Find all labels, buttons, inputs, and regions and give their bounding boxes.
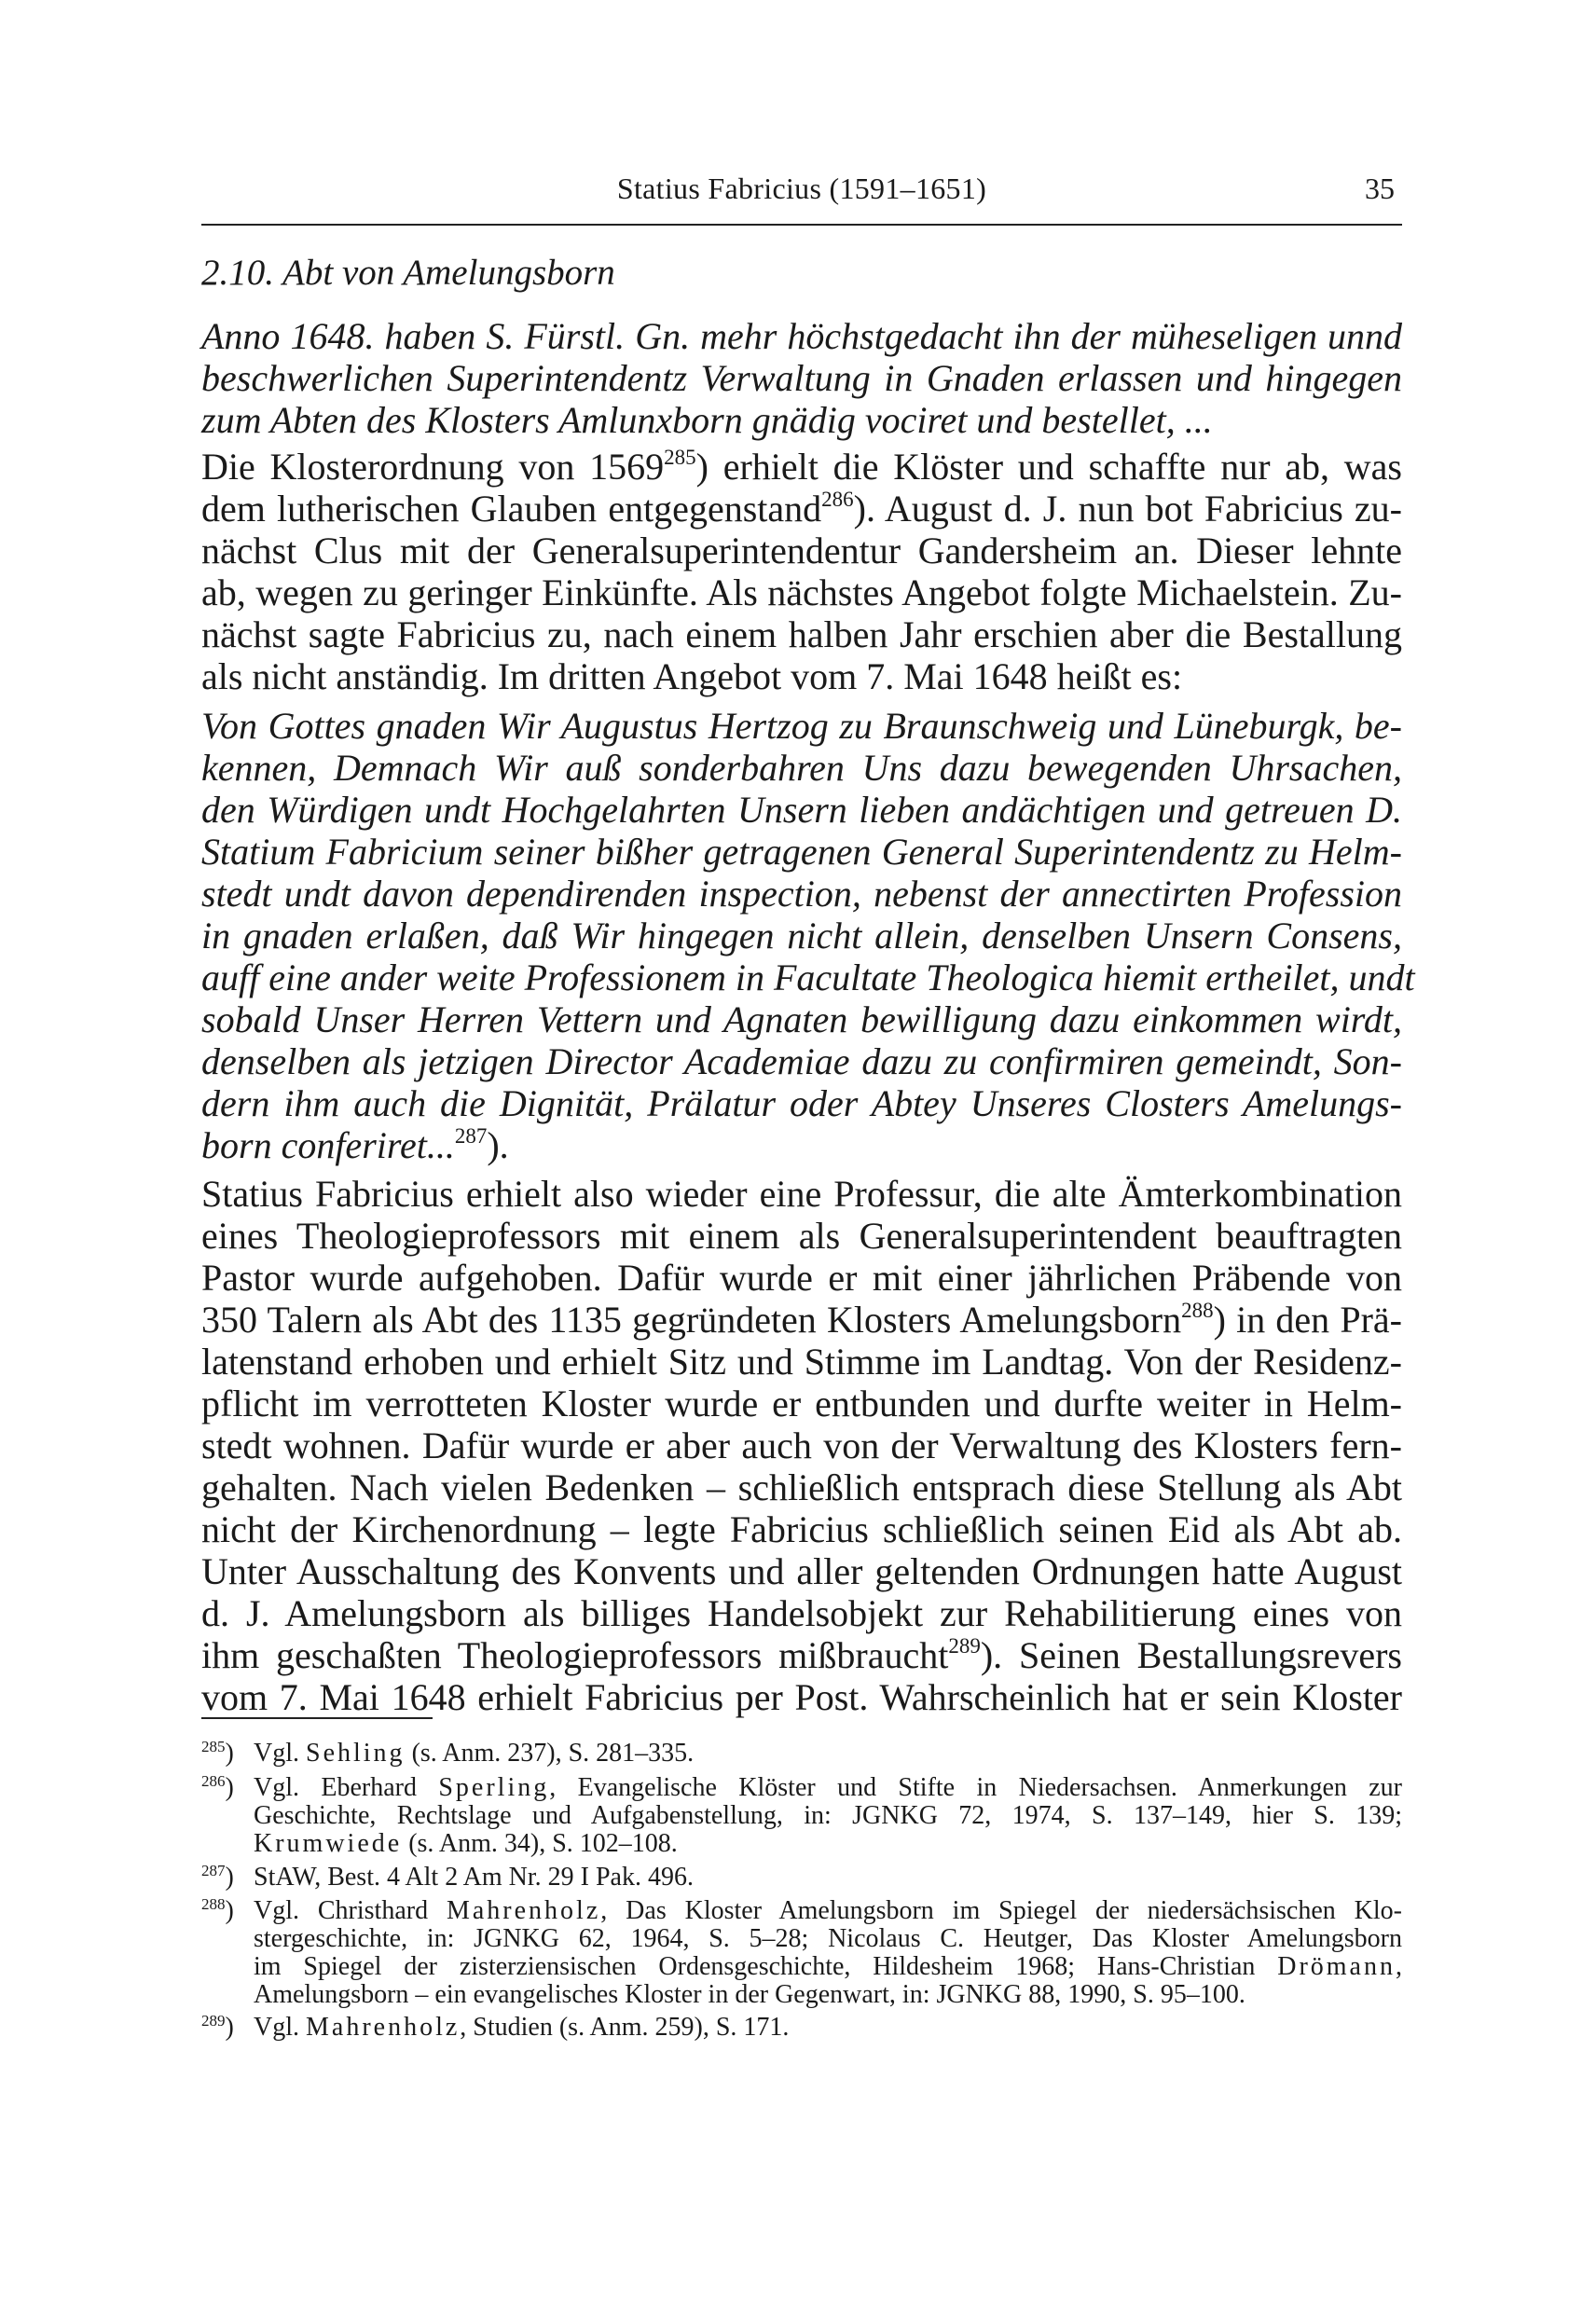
footnote-number: 285 <box>201 1738 226 1755</box>
text-line: ab, wegen zu geringer Einkünfte. Als nächstes Angebot folgte Michaelstein. Zu- <box>201 571 1402 613</box>
text-line: nächst Clus mit der Generalsuperintendentur Gandersheim an. Dieser lehnte <box>201 530 1402 571</box>
paragraph-2 <box>201 1173 1402 1718</box>
text-line: pflicht im verrotteten Kloster wurde er entbunden und durfte weiter in Helm- <box>201 1383 1402 1424</box>
footnote-number: 289 <box>201 2012 226 2030</box>
quote-line: stedt undt davon dependirenden inspection, nebenst der annectirten Profession <box>201 873 1402 915</box>
footnote-ref: 285 <box>664 446 696 469</box>
footnote-line: Vgl. Christhard Mahrenholz, Das Kloster Amelungsborn im Spiegel der niedersächsischen Klo- <box>254 1896 1402 1925</box>
footnote-line: Vgl. Sehling (s. Anm. 237), S. 281–335. <box>254 1739 695 1768</box>
footnote-ref: 288 <box>1181 1299 1214 1322</box>
footnote-line: Vgl. Mahrenholz, Studien (s. Anm. 259), S. 171. <box>254 2013 790 2042</box>
quote-line: born conferiret...$^{287}$). <box>201 1124 509 1166</box>
quote-line: in gnaden erlaßen, daß Wir hingegen nicht allein, denselben Unsern Consens, <box>201 915 1402 956</box>
page-number: 35 <box>1365 172 1395 205</box>
text-line: ihm geschaßten Theologieprofessors mißbraucht$^{289}$). Seinen Bestallungsrevers <box>201 1634 1402 1676</box>
footnote-line: stergeschichte, in: JGNKG 62, 1964, S. 5–28; Nicolaus C. Heutger, Das Kloster Amelungsborn <box>254 1924 1402 1953</box>
footnote-line: Amelungsborn – ein evangelisches Kloster in der Gegenwart, in: JGNKG 88, 1990, S. 95–100. <box>254 1980 1245 2009</box>
quote-line: dern ihm auch die Dignität, Prälatur oder Abtey Unseres Closters Amelungs- <box>201 1082 1402 1124</box>
quote-block-2 <box>201 705 1415 1166</box>
text-line: Pastor wurde aufgehoben. Dafür wurde er mit einer jährlichen Präbende von <box>201 1257 1402 1299</box>
quote-line: kennen, Demnach Wir auß sonderbahren Uns dazu bewegenden Uhrsachen, <box>201 747 1402 789</box>
quote-line: Anno 1648. haben S. Fürstl. Gn. mehr höchstgedacht ihn der müheseligen unnd <box>201 315 1402 357</box>
footnote-number: 287 <box>201 1862 226 1879</box>
quote-line: sobald Unser Herren Vettern und Agnaten bewilligung dazu einkommen wirdt, <box>201 998 1402 1040</box>
footnote-number: 286 <box>201 1772 226 1790</box>
text-line: dem lutherischen Glauben entgegenstand$^{286}$). August d. J. nun bot Fabricius zu- <box>201 488 1403 530</box>
text-line: Statius Fabricius erhielt also wieder eine Professur, die alte Ämterkombination <box>201 1173 1402 1215</box>
text-line: vom 7. Mai 1648 erhielt Fabricius per Post. Wahrscheinlich hat er sein Kloster <box>201 1676 1402 1718</box>
quote-line: zum Abten des Klosters Amlunxborn gnädig vociret und bestellet, ... <box>201 399 1213 441</box>
text-line: d. J. Amelungsborn als billiges Handelsobjekt zur Rehabilitierung eines von <box>201 1592 1402 1634</box>
quote-line: auff eine ander weite Professionem in Facultate Theologica hiemit ertheilet, undt <box>201 956 1415 998</box>
quote-line: Von Gottes gnaden Wir Augustus Hertzog zu Braunschweig und Lüneburgk, be- <box>201 705 1402 747</box>
footnote-line: Geschichte, Rechtslage und Aufgabenstellung, in: JGNKG 72, 1974, S. 137–149, hier S. 139; <box>254 1801 1402 1830</box>
text-line: nicht der Kirchenordnung – legte Fabricius schließlich seinen Eid als Abt ab. <box>201 1508 1402 1550</box>
running-title: Statius Fabricius (1591–1651) <box>616 172 987 205</box>
quote-line: den Würdigen undt Hochgelahrten Unsern lieben andächtigen und getreuen D. <box>201 789 1402 831</box>
text-line: Die Klosterordnung von 1569$^{285}$) erhielt die Klöster und schaffte nur ab, was <box>201 446 1402 488</box>
page-header <box>201 172 1402 226</box>
footnote-separator <box>201 1717 433 1719</box>
text-line: eines Theologieprofessors mit einem als Generalsuperintendent beauftragten <box>201 1215 1402 1257</box>
quote-line: denselben als jetzigen Director Academiae dazu zu confirmiren gemeindt, Son- <box>201 1040 1402 1082</box>
footnote-ref: 286 <box>821 488 854 511</box>
text-line: als nicht anständig. Im dritten Angebot vom 7. Mai 1648 heißt es: <box>201 655 1183 697</box>
footnote-ref: 289 <box>948 1634 981 1658</box>
footnote-line: Vgl. Eberhard Sperling, Evangelische Klöster und Stifte in Niedersachsen. Anmerkungen zur <box>254 1773 1403 1802</box>
quote-line: Statium Fabricium seiner bißher getragenen General Superintendentz zu Helm- <box>201 831 1402 873</box>
text-line: stedt wohnen. Dafür wurde er aber auch von der Verwaltung des Klosters fern- <box>201 1424 1402 1466</box>
paragraph-1 <box>201 446 1402 697</box>
text-line: gehalten. Nach vielen Bedenken – schließlich entsprach diese Stellung als Abt <box>201 1466 1402 1508</box>
text-line: Unter Ausschaltung des Konvents und aller geltenden Ordnungen hatte August <box>201 1550 1402 1592</box>
section-heading: 2.10. Abt von Amelungsborn <box>201 253 615 293</box>
footnote-ref: 287 <box>454 1124 488 1148</box>
footnote-line: Krumwiede (s. Anm. 34), S. 102–108. <box>254 1829 678 1858</box>
text-line: 350 Talern als Abt des 1135 gegründeten Klosters Amelungsborn$^{288}$) in den Prä- <box>201 1299 1403 1341</box>
document-page: Statius Fabricius (1591–1651) 35 2.10. Abt von Amelungsborn Anno 1648. haben S. Fürstl. Gn. mehr höchstgedacht ihn der müheseligen unnd beschwerlichen Superintendentz Verwaltung in Gnaden erlassen und hingegen zum Abten des Klosters Amlunxborn gnädig vociret und bestellet, ... Die Klosterordnung von 1569$^{285}$) erhielt die Klöster und schaffte nur ab, was dem lutherischen Glauben entgegenstand$^{286}$). August d. J. nun bot Fabricius zu- nächst Clus mit der Generalsuperintendentur Gandersheim an. Dieser lehnte ab, wegen zu geringer Einkünfte. Als nächstes Angebot folgte Michaelstein. Zu- nächst sagte Fabricius zu, nach einem halben Jahr erschien aber die Bestallung als nicht anständig. Im dritten Angebot vom 7. Mai 1648 heißt es: Von Gottes gnaden Wir Augustus Hertzog zu Braunschweig und Lüneburgk, be- kennen, Demnach Wir auß sonderbahren Uns dazu bewegenden Uhrsachen, den Würdigen undt Hochgelahrten Unsern lieben andächtigen und getreuen D. Statium Fabricium seiner bißher getragenen General Superintendentz zu Helm- stedt undt davon dependirenden inspection, nebenst der annectirten Profession in gnaden erlaßen, daß Wir hingegen nicht allein, denselben Unsern Consens, auff eine ander weite Professionem in Facultate Theologica hiemit ertheilet, undt sobald Unser Herren Vettern und Agnaten bewilligung dazu einkommen wirdt, denselben als jetzigen Director Academiae dazu zu confirmiren gemeindt, Son- dern ihm auch die Dignität, Prälatur oder Abtey Unseres Closters Amelungs- born conferiret...$^{287}$). Statius Fabricius erhielt also wieder eine Professur, die alte Ämterkombination eines Theologieprofessors mit einem als Generalsuperintendent beauftragten Pastor wurde aufgehoben. Dafür wurde er mit einer jährlichen Präbende von 350 Talern als Abt des 1135 gegründeten Klosters Amelungsborn$^{288}$) in den Prä- latenstand erhoben und erhielt Sitz und Stimme im Landtag. Von der Residenz- pflicht im verrotteten Kloster wurde er entbunden und durfte weiter in Helm- stedt wohnen. Dafür wurde er aber auch von der Verwaltung des Klosters fern- gehalten. Nach vielen Bedenken – schließlich entsprach diese Stellung als Abt nicht der Kirchenordnung – legte Fabricius schließlich seinen Eid als Abt ab. Unter Ausschaltung des Konvents und aller geltenden Ordnungen hatte August d. J. Amelungsborn als billiges Handelsobjekt zur Rehabilitierung eines von ihm geschaßten Theologieprofessors mißbraucht$^{289}$). Seinen Bestallungsrevers vom 7. Mai 1648 erhielt Fabricius per Post. Wahrscheinlich hat er sein Kloster $^{285}$) Vgl. Sehling (s. Anm. 237), S. 281–335. $^{286}$) Vgl. Eberhard Sperling, Evangelische Klöster und Stifte in Niedersachsen. Anmerkungen zur Geschichte, Rechtslage und Aufgabenstellung, in: JGNKG 72, 1974, S. 137–149, hier S. 139; Krumwiede (s. Anm. 34), S. 102–108. $^{287}$) StAW, Best. 4 Alt 2 Am Nr. 29 I Pak. 496. $^{288}$) Vgl. Christhard Mahrenholz, Das Kloster Amelungsborn im Spiegel der niedersächsischen Klo- stergeschichte, in: JGNKG 62, 1964, S. 5–28; Nicolaus C. Heutger, Das Kloster Amelungsborn im Spiegel der zisterziensischen Ordensgeschichte, Hildesheim 1968; Hans-Christian Drömann, Amelungsborn – ein evangelisches Kloster in der Gegenwart, in: JGNKG 88, 1990, S. 95–100. $^{289}$) Vgl. Mahrenholz, Studien (s. Anm. 259), S. 171. <box>201 172 1415 2042</box>
text-line: latenstand erhoben und erhielt Sitz und Stimme im Landtag. Von der Residenz- <box>201 1341 1402 1383</box>
quote-line: beschwerlichen Superintendentz Verwaltung in Gnaden erlassen und hingegen <box>201 357 1402 399</box>
footnote-line: StAW, Best. 4 Alt 2 Am Nr. 29 I Pak. 496. <box>254 1863 694 1892</box>
footnote-line: im Spiegel der zisterziensischen Ordensgeschichte, Hildesheim 1968; Hans-Christian Drömann, <box>254 1952 1402 1981</box>
quote-block-1 <box>201 315 1402 441</box>
text-line: nächst sagte Fabricius zu, nach einem halben Jahr erschien aber die Bestallung <box>201 613 1402 655</box>
footnote-number: 288 <box>201 1895 226 1913</box>
